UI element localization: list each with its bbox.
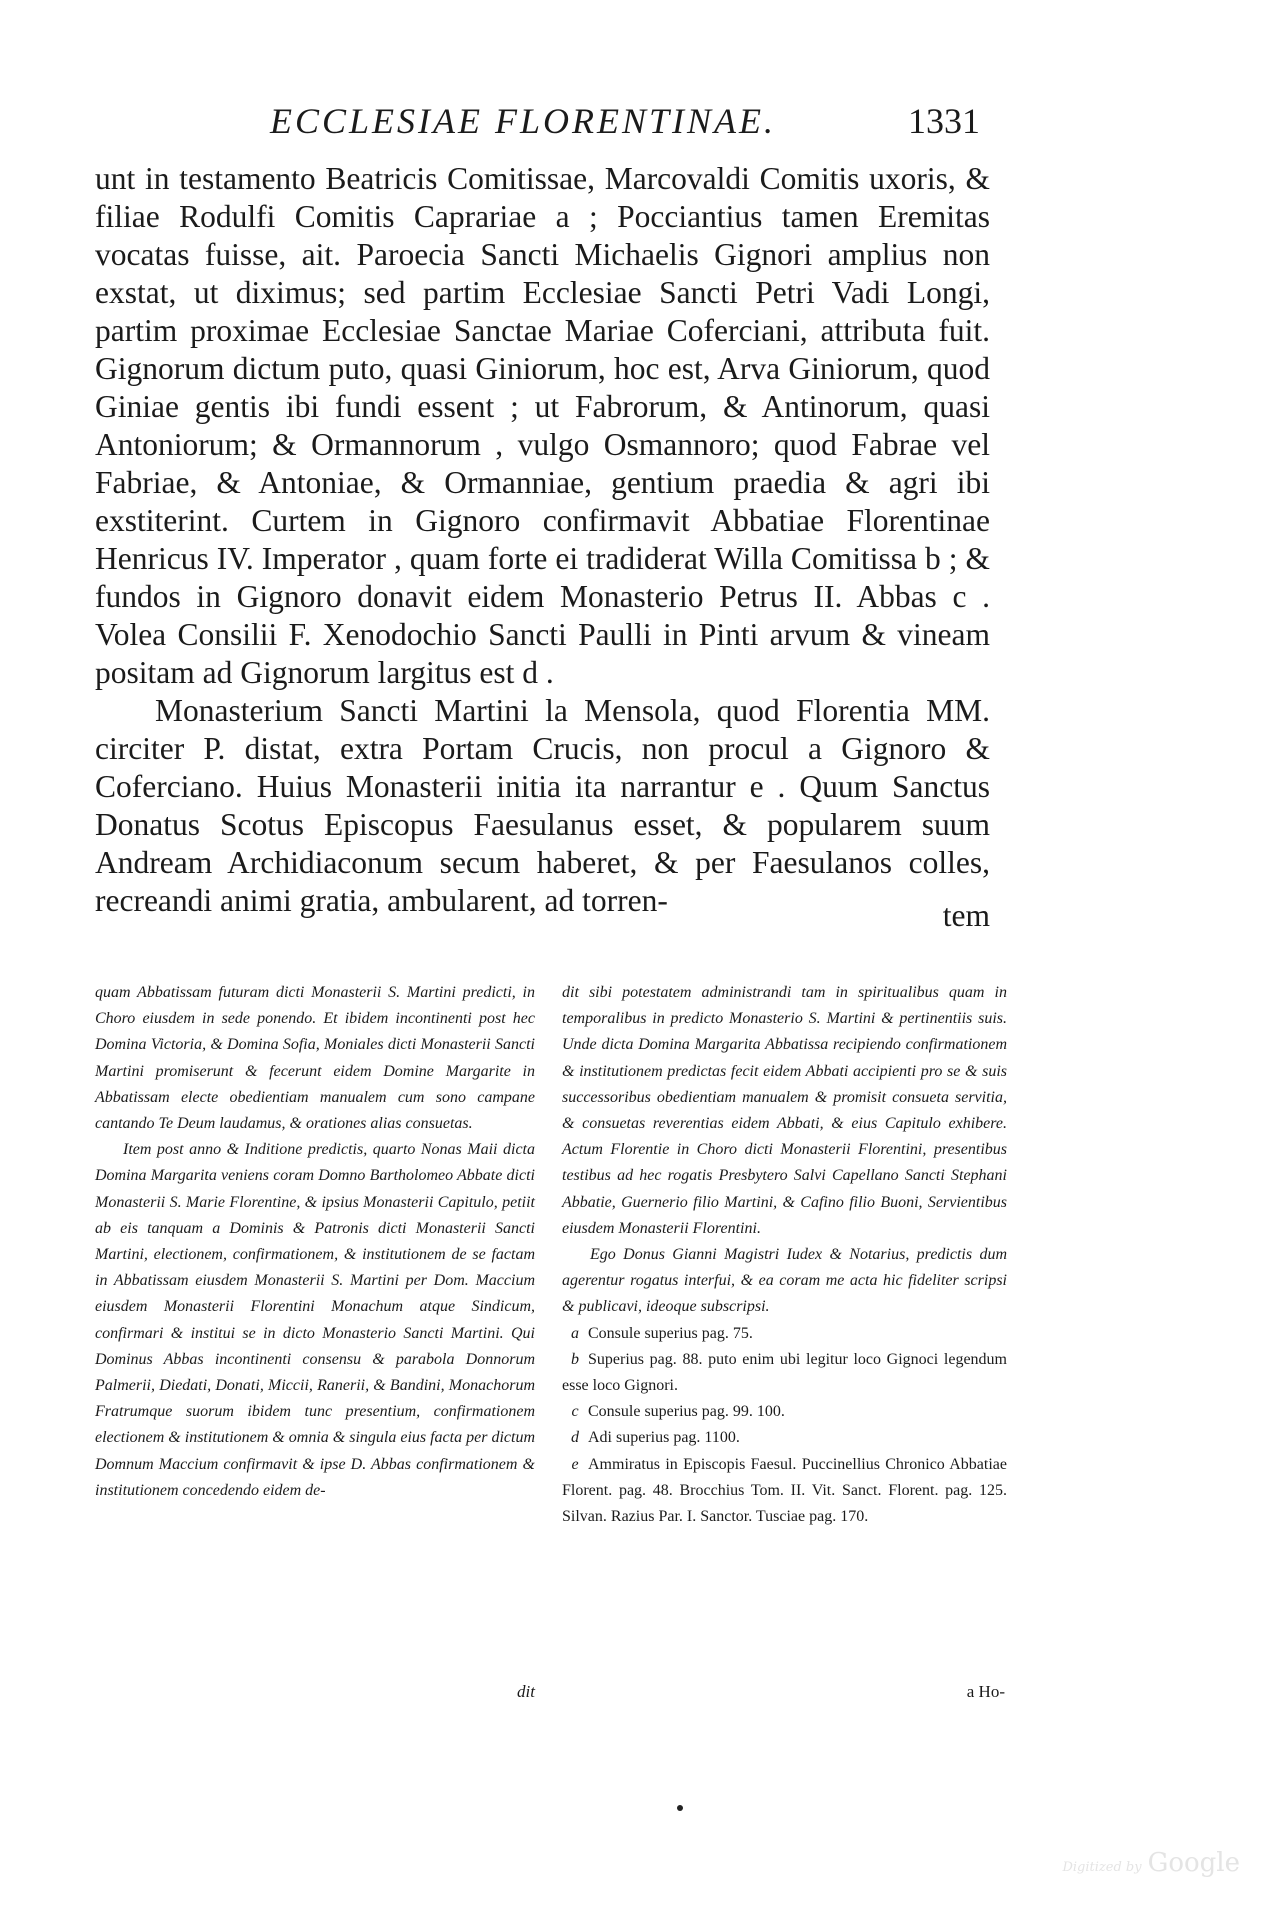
note-right-paragraph-2: Ego Donus Gianni Magistri Iudex & Notarius, predictis dum agerentur rogatus interfui, & ea coram me acta hic fideliter scripsi & publicavi, ideoque subscripsi. [562, 1246, 1007, 1316]
footnote [562, 1399, 1007, 1425]
footnote-text: Superius pag. 88. puto enim ubi legitur loco Gignoci legendum esse loco Gignori. [562, 1350, 1007, 1395]
main-text [95, 160, 990, 920]
footnote-mark: e [571, 1455, 579, 1473]
note-left-paragraph-2: Item post anno & Inditione predictis, quarto Nonas Maii dicta Domina Margarita veniens coram Domno Bartholomeo Abbate dicti Monasterii S. Marie Florentine, & ipsius Monasterii Capitulo, petiit ab eis tanquam a Dominis & Patronis dicti Monasterii Sancti Martini, electionem, confirmationem, & institutionem de se factam in Abbatissam eiusdem Monasterii S. Martini per Dom. Maccium eiusdem Monasterii Florentini Monachum atque Sindicum, confirmari & institui se in dicto Monasterio Sancti Martini. Qui Dominus Abbas incontinenti consensu & parabola Donnorum Palmerii, Diedati, Donati, Miccii, Ranerii, & Bandini, Monachorum Fratrumque suorum ibidem tunc presentium, confirmationem electionem & institutionem & omnia & singula eius facta per dictum Domnum Maccium confirmavit & ipse D. Abbas confirmationem & institutionem concedendo eidem de- [95, 1141, 535, 1499]
footnote-mark: a [571, 1324, 579, 1342]
footnote [562, 1425, 1007, 1451]
notes-right-catchword: a Ho- [966, 1682, 1005, 1701]
main-catchword: tem [942, 898, 990, 933]
footnote [562, 1347, 1007, 1399]
running-header [270, 100, 980, 150]
watermark-brand: Google [1147, 1848, 1240, 1878]
note-right-paragraph-1: dit sibi potestatem administrandi tam in spiritualibus quam in temporalibus in predicto Monasterio S. Martini & pertinentiis suis. Unde dicta Domina Margarita Abbatissa recipiendo confirmationem & institutionem predictas fecit eidem Abbati accipienti pro se & suis successoribus obedientiam manualem & promisit consueta servitia, & consuetas reverentias eidem Abbati, & eius Capitulo exhibere. Actum Florentie in Choro dicti Monasterii Florentini, presentibus testibus ad hec rogatis Presbytero Salvi Capellano Sancti Stephani Abbatie, Guernerio filio Martini, & Cafino filio Buoni, Servientibus eiusdem Monasterii Florentini. [562, 984, 1007, 1237]
note-left-paragraph-1: quam Abbatissam futuram dicti Monasterii S. Martini predicti, in Choro eiusdem in sede ponendo. Et ibidem incontinenti post hec Domina Victoria, & Domina Sofia, Moniales dicti Monasterii Sancti Martini promiserunt & fecerunt eidem Domine Margarite in Abbatissam electe obedientiam manualem cum sono campane cantando Te Deum laudamus, & orationes alias consuetas. [95, 984, 535, 1133]
notes-column-left [95, 980, 535, 1504]
notes-column-right [562, 980, 1007, 1530]
footnote-text: Ammiratus in Episcopis Faesul. Puccinellius Chronico Abbatiae Florent. pag. 48. Brocchius Tom. II. Vit. Sanct. Florent. pag. 125. Silvan. Razius Par. I. Sanctor. Tusciae pag. 170. [562, 1455, 1007, 1526]
footnote [562, 1452, 1007, 1531]
main-paragraph-1: unt in testamento Beatricis Comitissae, Marcovaldi Comitis uxoris, & filiae Rodulfi Comitis Caprariae a ; Pocciantius tamen Eremitas vocatas fuisse, ait. Paroecia Sancti Michaelis Gignori amplius non exstat, ut diximus; sed partim Ecclesiae Sancti Petri Vadi Longi, partim proximae Ecclesiae Sanctae Mariae Coferciani, attributa fuit. Gignorum dictum puto, quasi Giniorum, hoc est, Arva Giniorum, quod Giniae gentis ibi fundi essent ; ut Fabrorum, & Antinorum, quasi Antoniorum; & Ormannorum , vulgo Osmannoro; quod Fabrae vel Fabriae, & Antoniae, & Ormanniae, gentium praedia & agri ibi exstiterint. Curtem in Gignoro confirmavit Abbatiae Florentinae Henricus IV. Imperator , quam forte ei tradiderat Willa Comitissa b ; & fundos in Gignoro donavit eidem Monasterio Petrus II. Abbas c . Volea Consilii F. Xenodochio Sancti Paulli in Pinti arvum & vineam positam ad Gignorum largitus est d . [95, 161, 990, 690]
footnote-mark: b [571, 1350, 579, 1368]
footnote [562, 1321, 1007, 1347]
footnote-text: Consule superius pag. 99. 100. [588, 1403, 785, 1421]
page-number: 1331 [908, 101, 980, 141]
watermark-prefix: Digitized by [1062, 1860, 1142, 1875]
footnote-text: Adi superius pag. 1100. [588, 1429, 740, 1447]
footnote-text: Consule superius pag. 75. [588, 1324, 753, 1342]
footnote-mark: d [571, 1429, 579, 1447]
notes-left-catchword: dit [517, 1682, 535, 1701]
ink-dot [677, 1805, 683, 1811]
digitization-watermark [940, 1848, 1240, 1878]
running-title: ECCLESIAE FLORENTINAE. [270, 101, 776, 141]
main-paragraph-2: Monasterium Sancti Martini la Mensola, quod Florentia MM. circiter P. distat, extra Portam Crucis, non procul a Gignoro & Coferciano. Huius Monasterii initia ita narrantur e . Quum Sanctus Donatus Scotus Episcopus Faesulanus esset, & popularem suum Andream Archidiaconum secum haberet, & per Faesulanos colles, recreandi animi gratia, ambularent, ad torren- [95, 693, 990, 918]
footnote-mark: c [571, 1403, 579, 1421]
